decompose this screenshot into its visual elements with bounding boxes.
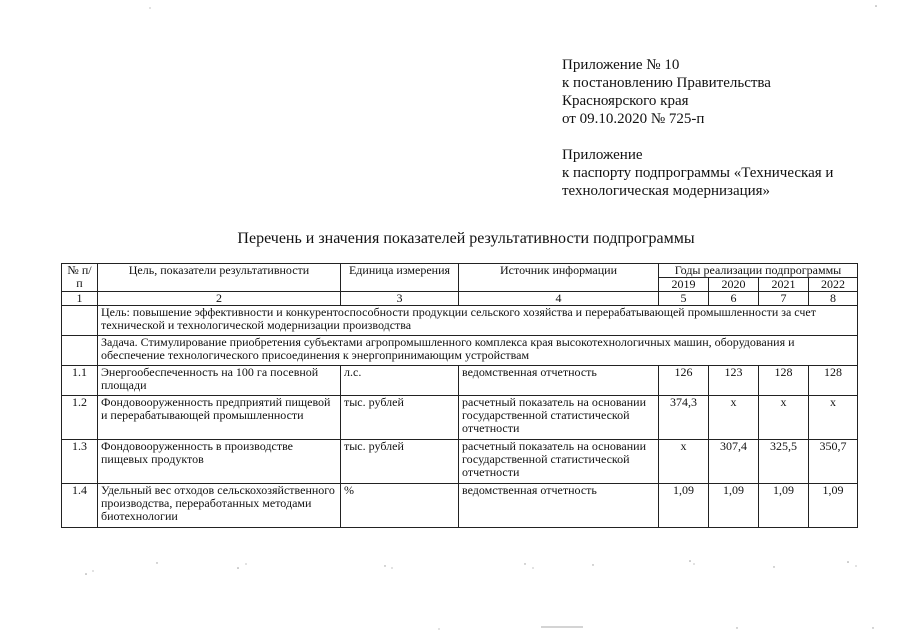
row-source: расчетный показатель на основании государственной статистической отчетности [459, 440, 659, 484]
task-num-cell [62, 336, 98, 366]
row-value-2021: 1,09 [759, 484, 809, 528]
table-row [62, 366, 858, 396]
row-name: Удельный вес отходов сельскохозяйственного производства, переработанных методами биотехнологии [98, 484, 341, 528]
col-number-2: 2 [98, 292, 341, 306]
appendix-2-line-2: к паспорту подпрограммы «Техническая и [562, 165, 834, 181]
header-line-4: от 09.10.2020 № 725-п [562, 111, 705, 127]
row-value-2019: х [659, 440, 709, 484]
col-number-1: 1 [62, 292, 98, 306]
row-value-2019: 374,3 [659, 396, 709, 440]
row-value-2022: 1,09 [809, 484, 858, 528]
row-value-2019: 1,09 [659, 484, 709, 528]
header-year-2019: 2019 [659, 278, 709, 292]
header-row-1 [62, 264, 858, 278]
col-number-8: 8 [809, 292, 858, 306]
goal-text: Цель: повышение эффективности и конкурентоспособности продукции сельского хозяйства и перерабатывающей промышленности за счет технической и технологической модернизации производства [98, 306, 858, 336]
row-num: 1.3 [62, 440, 98, 484]
row-value-2022: х [809, 396, 858, 440]
row-unit: л.с. [341, 366, 459, 396]
table-row [62, 484, 858, 528]
header-years-group: Годы реализации подпрограммы [659, 264, 858, 278]
col-number-4: 4 [459, 292, 659, 306]
row-unit: тыс. рублей [341, 396, 459, 440]
row-unit: % [341, 484, 459, 528]
document-title: Перечень и значения показателей результативности подпрограммы [237, 230, 695, 247]
row-value-2020: 123 [709, 366, 759, 396]
row-name: Фондовооруженность предприятий пищевой и перерабатывающей промышленности [98, 396, 341, 440]
appendix-number: Приложение № 10 [562, 57, 680, 73]
task-row [62, 336, 858, 366]
row-num: 1.1 [62, 366, 98, 396]
row-value-2020: 307,4 [709, 440, 759, 484]
row-source: ведомственная отчетность [459, 366, 659, 396]
header-year-2022: 2022 [809, 278, 858, 292]
goal-num-cell [62, 306, 98, 336]
row-source: ведомственная отчетность [459, 484, 659, 528]
row-num: 1.4 [62, 484, 98, 528]
col-number-6: 6 [709, 292, 759, 306]
header-year-2020: 2020 [709, 278, 759, 292]
row-value-2019: 126 [659, 366, 709, 396]
row-source: расчетный показатель на основании государственной статистической отчетности [459, 396, 659, 440]
row-unit: тыс. рублей [341, 440, 459, 484]
task-text: Задача. Стимулирование приобретения субъектами агропромышленного комплекса края высокотехнологичных машин, оборудования и обеспечение технологического присоединения к энергопринимающим устройствам [98, 336, 858, 366]
row-value-2022: 128 [809, 366, 858, 396]
header-year-2021: 2021 [759, 278, 809, 292]
header-line-2: к постановлению Правительства [562, 75, 771, 91]
row-value-2021: 128 [759, 366, 809, 396]
row-name: Энергообеспеченность на 100 га посевной площади [98, 366, 341, 396]
row-num: 1.2 [62, 396, 98, 440]
header-gap [562, 128, 882, 146]
row-value-2022: 350,7 [809, 440, 858, 484]
header-unit: Единица измерения [341, 264, 459, 292]
header-name: Цель, показатели результативности [98, 264, 341, 292]
col-number-3: 3 [341, 292, 459, 306]
header-source: Источник информации [459, 264, 659, 292]
row-value-2021: 325,5 [759, 440, 809, 484]
row-value-2021: х [759, 396, 809, 440]
col-number-5: 5 [659, 292, 709, 306]
column-numbers-row [62, 292, 858, 306]
header-num: № п/п [62, 264, 98, 292]
goal-row [62, 306, 858, 336]
row-name: Фондовооруженность в производстве пищевых продуктов [98, 440, 341, 484]
row-value-2020: 1,09 [709, 484, 759, 528]
header-line-3: Красноярского края [562, 93, 689, 109]
document-header [562, 56, 882, 200]
indicators-table [61, 263, 858, 528]
appendix-2-line-3: технологическая модернизация» [562, 183, 771, 199]
table-row [62, 396, 858, 440]
col-number-7: 7 [759, 292, 809, 306]
appendix-2: Приложение [562, 147, 643, 163]
table-row [62, 440, 858, 484]
row-value-2020: х [709, 396, 759, 440]
